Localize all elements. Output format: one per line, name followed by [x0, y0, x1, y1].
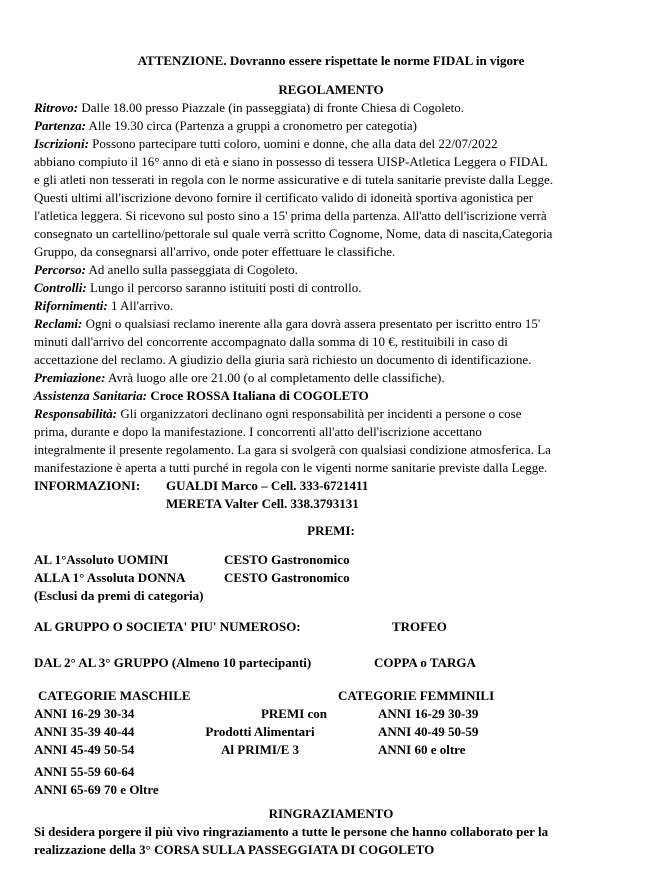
gruppi-2-3-prize: COPPA o TARGA: [374, 655, 476, 670]
ritrovo-label: Ritrovo:: [34, 100, 79, 115]
ritrovo-text: Dalle 18.00 presso Piazzale (in passeggiata) di fronte Chiesa di Cogoleto.: [78, 100, 464, 115]
categoria-femminile: ANNI 40-49 50-59: [378, 724, 479, 739]
reclami-line: [34, 315, 540, 333]
ritrovo-line: [34, 99, 464, 117]
ringraziamento-text: Si desidera porgere il più vivo ringraziamento a tutte le persone che hanno collaborato per la: [34, 824, 549, 839]
ringraziamento-text: realizzazione della 3° CORSA SULLA PASSEGGIATA DI COGOLETO: [34, 842, 435, 857]
assistenza-line: [34, 387, 369, 405]
iscrizioni-text: abbiano compiuto il 16° anno di età e siano in possesso di tessera UISP-Atletica Leggera o FIDAL: [34, 154, 548, 169]
iscrizioni-line: [34, 135, 498, 153]
iscrizioni-label: Iscrizioni:: [34, 136, 89, 151]
categoria-femminile: ANNI 16-29 30-39: [378, 706, 479, 721]
premi-categoria-text: Prodotti Alimentari: [205, 724, 315, 739]
controlli-text: Lungo il percorso saranno istituiti posti di controllo.: [86, 280, 362, 295]
percorso-label: Percorso:: [34, 262, 86, 277]
controlli-label: Controlli:: [34, 280, 87, 295]
categorie-maschili-title: CATEGORIE MASCHILE: [38, 688, 191, 703]
premiazione-line: [34, 369, 445, 387]
responsabilita-text: prima, durante e dopo la manifestazione. I concorrenti all'atto dell'iscrizione accettano: [34, 424, 482, 439]
responsabilita-label: Responsabilità:: [34, 406, 118, 421]
assistenza-label: Assistenza Sanitaria:: [34, 388, 148, 403]
rifornimenti-text: 1 All'arrivo.: [107, 298, 174, 313]
informazioni-label: INFORMAZIONI:: [34, 478, 141, 493]
premiazione-text: Avrà luogo alle ore 21.00 (o al completamento delle classifiche).: [105, 370, 445, 385]
responsabilita-text: manifestazione è aperta a tutti purché in regola con le vigenti norme sanitarie previste dalla Legge.: [34, 460, 548, 475]
assistenza-text: Croce ROSSA Italiana di COGOLETO: [147, 388, 369, 403]
assoluta-donna-prize: CESTO Gastronomico: [224, 570, 350, 585]
gruppi-2-3: DAL 2° AL 3° GRUPPO (Almeno 10 partecipanti): [34, 655, 312, 670]
premiazione-label: Premiazione:: [34, 370, 106, 385]
categoria-maschile: ANNI 16-29 30-34: [34, 706, 135, 721]
categoria-femminile: ANNI 60 e oltre: [378, 742, 466, 757]
rifornimenti-label: Rifornimenti:: [34, 298, 108, 313]
assoluto-uomini-prize: CESTO Gastronomico: [224, 552, 350, 567]
page-title: REGOLAMENTO: [278, 82, 384, 97]
responsabilita-text: Gli organizzatori declinano ogni responsabilità per incidenti a persone o cose: [117, 406, 522, 421]
premi-categoria-text: Al PRIMI/E 3: [221, 742, 299, 757]
gruppo-numeroso-prize: TROFEO: [392, 619, 447, 634]
partenza-text: Alle 19.30 circa (Partenza a gruppi a cronometro per categotia): [86, 118, 417, 133]
responsabilita-line: [34, 405, 522, 423]
iscrizioni-text: l'atletica leggera. Si ricevono sul posto sino a 15' prima della partenza. All'atto dell'iscrizione verrà: [34, 208, 547, 223]
iscrizioni-text: consegnato un cartellino/pettorale sul quale verrà scritto Cognome, Nome, data di nascita,Categoria: [34, 226, 553, 241]
responsabilita-text: integralmente il presente regolamento. La gara si svolgerà con qualsiasi condizione atmosferica. La: [34, 442, 551, 457]
iscrizioni-text: Questi ultimi all'iscrizione devono fornire il certificato valido di idoneità sportiva agonistica per: [34, 190, 534, 205]
reclami-text: accettazione del reclamo. A giudizio della giuria sarà richiesto un documento di identificazione.: [34, 352, 532, 367]
ringraziamento-title: RINGRAZIAMENTO: [268, 806, 394, 821]
iscrizioni-text: Gruppo, da consegnarsi all'arrivo, onde poter effettuare le classifiche.: [34, 244, 396, 259]
percorso-line: [34, 261, 298, 279]
premi-title: PREMI:: [307, 523, 355, 538]
premi-categoria-text: PREMI con: [260, 706, 328, 721]
categoria-maschile: ANNI 35-39 40-44: [34, 724, 135, 739]
contact-mereta: MERETA Valter Cell. 338.3793131: [166, 496, 359, 511]
partenza-label: Partenza:: [34, 118, 86, 133]
partenza-line: [34, 117, 417, 135]
categoria-maschile: ANNI 45-49 50-54: [34, 742, 135, 757]
reclami-text: minuti dall'arrivo del concorrente accompagnato dalla somma di 10 €, restituibili in caso di: [34, 334, 508, 349]
rifornimenti-line: [34, 297, 173, 315]
categoria-maschile: ANNI 55-59 60-64: [34, 764, 135, 779]
categorie-femminili-title: CATEGORIE FEMMINILI: [338, 688, 495, 703]
assoluto-uomini: AL 1°Assoluto UOMINI: [34, 552, 169, 567]
controlli-line: [34, 279, 362, 297]
categoria-maschile: ANNI 65-69 70 e Oltre: [34, 782, 159, 797]
percorso-text: Ad anello sulla passeggiata di Cogoleto.: [86, 262, 298, 277]
esclusi-note: (Esclusi da premi di categoria): [34, 588, 204, 603]
gruppo-numeroso: AL GRUPPO O SOCIETA' PIU' NUMEROSO:: [34, 619, 301, 634]
attention-notice: ATTENZIONE. Dovranno essere rispettate le norme FIDAL in vigore: [137, 53, 525, 68]
reclami-label: Reclami:: [34, 316, 83, 331]
contact-gualdi: GUALDI Marco – Cell. 333-6721411: [166, 478, 369, 493]
iscrizioni-text: Possono partecipare tutti coloro, uomini e donne, che alla data del 22/07/2022: [88, 136, 498, 151]
iscrizioni-text: e gli atleti non tesserati in regola con le norme assicurative e di tutela sanitarie previste dalla Legge.: [34, 172, 554, 187]
reclami-text: Ogni o qualsiasi reclamo inerente alla gara dovrà assera presentato per iscritto entro 15': [82, 316, 541, 331]
assoluta-donna: ALLA 1° Assoluta DONNA: [34, 570, 186, 585]
